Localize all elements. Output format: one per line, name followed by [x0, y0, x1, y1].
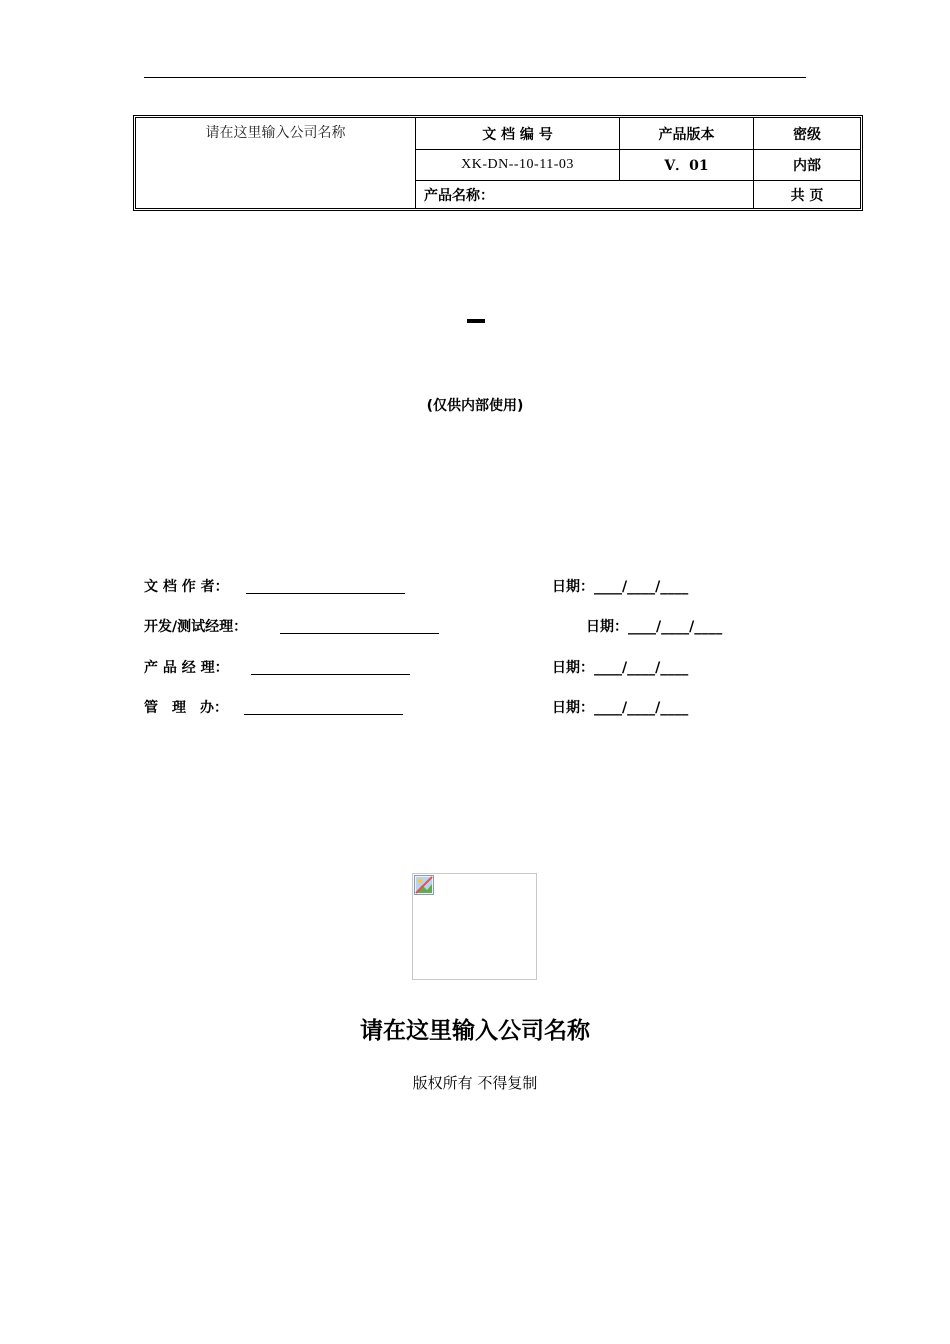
security-level-value: 内部 [753, 149, 860, 180]
signature-line[interactable] [251, 660, 410, 675]
signature-line[interactable] [244, 700, 403, 715]
doc-number-label: 文 档 编 号 [415, 118, 619, 149]
date-field[interactable]: 日期：____/____/____ [552, 660, 689, 676]
signature-label: 文 档 作 者： [144, 579, 229, 595]
company-logo-placeholder [412, 873, 537, 980]
product-version-value: V．01 [619, 149, 753, 180]
product-version-label: 产品版本 [619, 118, 753, 149]
document-header-table [133, 115, 863, 211]
top-rule [144, 77, 806, 78]
date-field[interactable]: 日期：____/____/____ [552, 579, 689, 595]
broken-image-icon [414, 875, 434, 895]
signature-line[interactable] [280, 619, 439, 634]
internal-use-note: (仅供内部使用) [426, 398, 524, 414]
doc-number-value: XK-DN--10-11-03 [415, 149, 619, 180]
signature-label: 开发/测试经理： [144, 619, 248, 635]
product-name-label: 产品名称： [415, 180, 753, 208]
security-level-label: 密级 [753, 118, 860, 149]
page-count-label: 共 页 [753, 180, 860, 208]
title-dash [467, 319, 485, 323]
date-field[interactable]: 日期：____/____/____ [552, 700, 689, 716]
date-field[interactable]: 日期：____/____/____ [586, 619, 723, 635]
signature-label: 产 品 经 理： [144, 660, 229, 676]
signature-line[interactable] [246, 579, 405, 594]
footer-company-name: 请在这里输入公司名称 [360, 1018, 590, 1044]
header-company-name: 请在这里输入公司名称 [205, 125, 346, 141]
signature-label: 管 理 办： [144, 700, 228, 716]
copyright-notice: 版权所有 不得复制 [412, 1074, 538, 1092]
